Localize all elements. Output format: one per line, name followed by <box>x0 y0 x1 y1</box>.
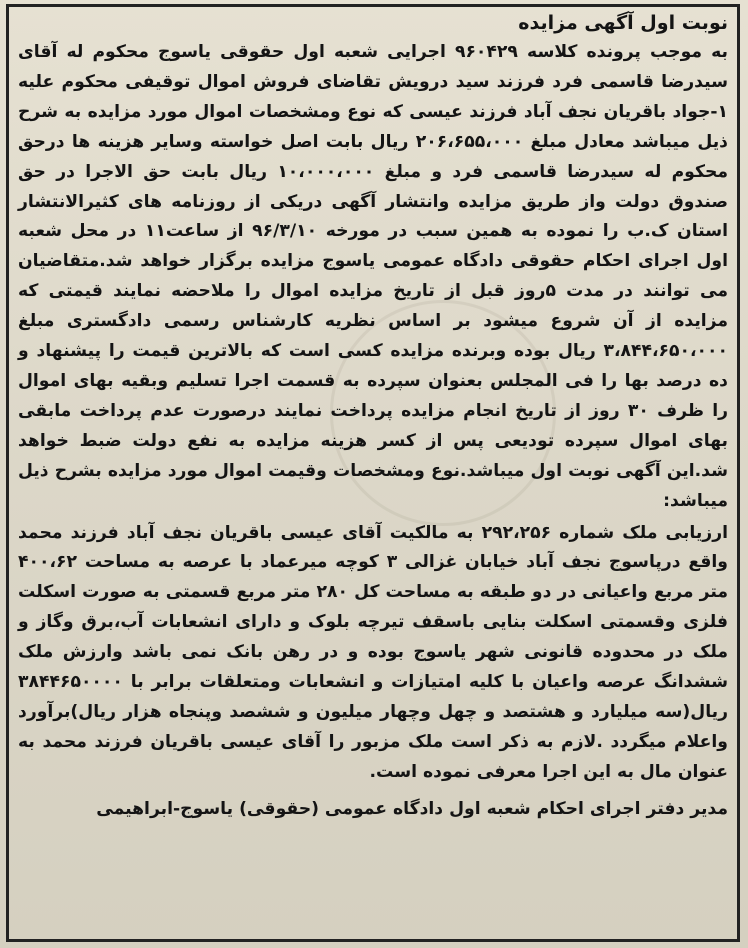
auction-notice <box>14 8 732 936</box>
property-description-paragraph: ارزیابی ملک شماره ۲۹۲،۲۵۶ به مالکیت آقای عیسی باقریان نجف آباد فرزند محمد واقع درپاسوج نجف آباد خیابان غزالی ۳ کوچه میرعماد با عرصه به مساحت ۴۰۰،۶۲ متر مربع واعیانی در دو طبقه به مساحت کل ۲۸۰ متر مربع قسمتی به صورت اسکلت فلزی وقسمتی اسکلت بنایی باسقف تیرچه بلوک و دارای انشعابات آب،برق وگاز و ملک در محدوده قانونی شهر یاسوج بوده و در رهن بانک نمی باشد وارزش ملک ششدانگ عرصه واعیان با کلیه امتیازات و انشعابات ومتعلقات برابر با ۳۸۴۴۶۵۰۰۰۰ ریال(سه میلیارد و هشتصد و چهل وچهار میلیون و ششصد وپنجاه هزار ریال)برآورد واعلام میگردد .لازم به ذکر است ملک مزبور را آقای عیسی باقریان فرزند محمد به عنوان مال به این اجرا معرفی نموده است. <box>18 522 728 782</box>
notice-signature: مدیر دفتر اجرای احکام شعبه اول دادگاه عمومی (حقوقی) یاسوج-ابراهیمی <box>96 798 728 819</box>
notice-body-paragraph: به موجب پرونده کلاسه ۹۶۰۴۲۹ اجرایی شعبه اول حقوقی یاسوج محکوم له آقای سیدرضا قاسمی فرد فرزند سید درویش تقاضای فروش اموال توقیفی محکوم علیه ۱-جواد باقریان نجف آباد فرزند عیسی که نوع ومشخصات اموال مورد مزایده به شرح ذیل میباشد معادل مبلغ ۲۰۶،۶۵۵،۰۰۰ ریال بابت اصل خواسته وسایر هزینه ها درحق محکوم له سیدرضا قاسمی فرد و مبلغ ۱۰،۰۰۰،۰۰۰ ریال بابت حق الاجرا در حق صندوق دولت واز طریق مزایده وانتشار آگهی دریکی از روزنامه های کثیرالانتشار استان ک.ب را نموده به همین سبب در مورخه ۹۶/۳/۱۰ از ساعت۱۱ در محل شعبه اول اجرای احکام حقوقی دادگاه عمومی یاسوج مزایده برگزار خواهد شد.متقاضیان می توانند در مدت ۵روز قبل از تاریخ مزایده اموال را ملاحضه نمایند قیمتی که مزایده از آن شروع میشود بر اساس نظریه کارشناس رسمی دادگستری مبلغ ۳،۸۴۴،۶۵۰،۰۰۰ ریال بوده وبرنده مزایده کسی است که بالاترین قیمت را پیشنهاد و ده درصد بها را فی المجلس بعنوان سپرده به قسمت اجرا تسلیم وبقیه بهای اموال را ظرف ۳۰ روز از تاریخ انجام مزایده پرداخت نمایند درصورت عدم پرداخت مابقی بهای اموال سپرده تودیعی پس از کسر هزینه مزایده به نفع دولت ضبط خواهد شد.این آگهی نوبت اول میباشد.نوع ومشخصات وقیمت اموال مورد مزایده بشرح ذیل میباشد: <box>18 42 728 511</box>
notice-title: نوبت اول آگهی مزایده <box>518 12 728 34</box>
